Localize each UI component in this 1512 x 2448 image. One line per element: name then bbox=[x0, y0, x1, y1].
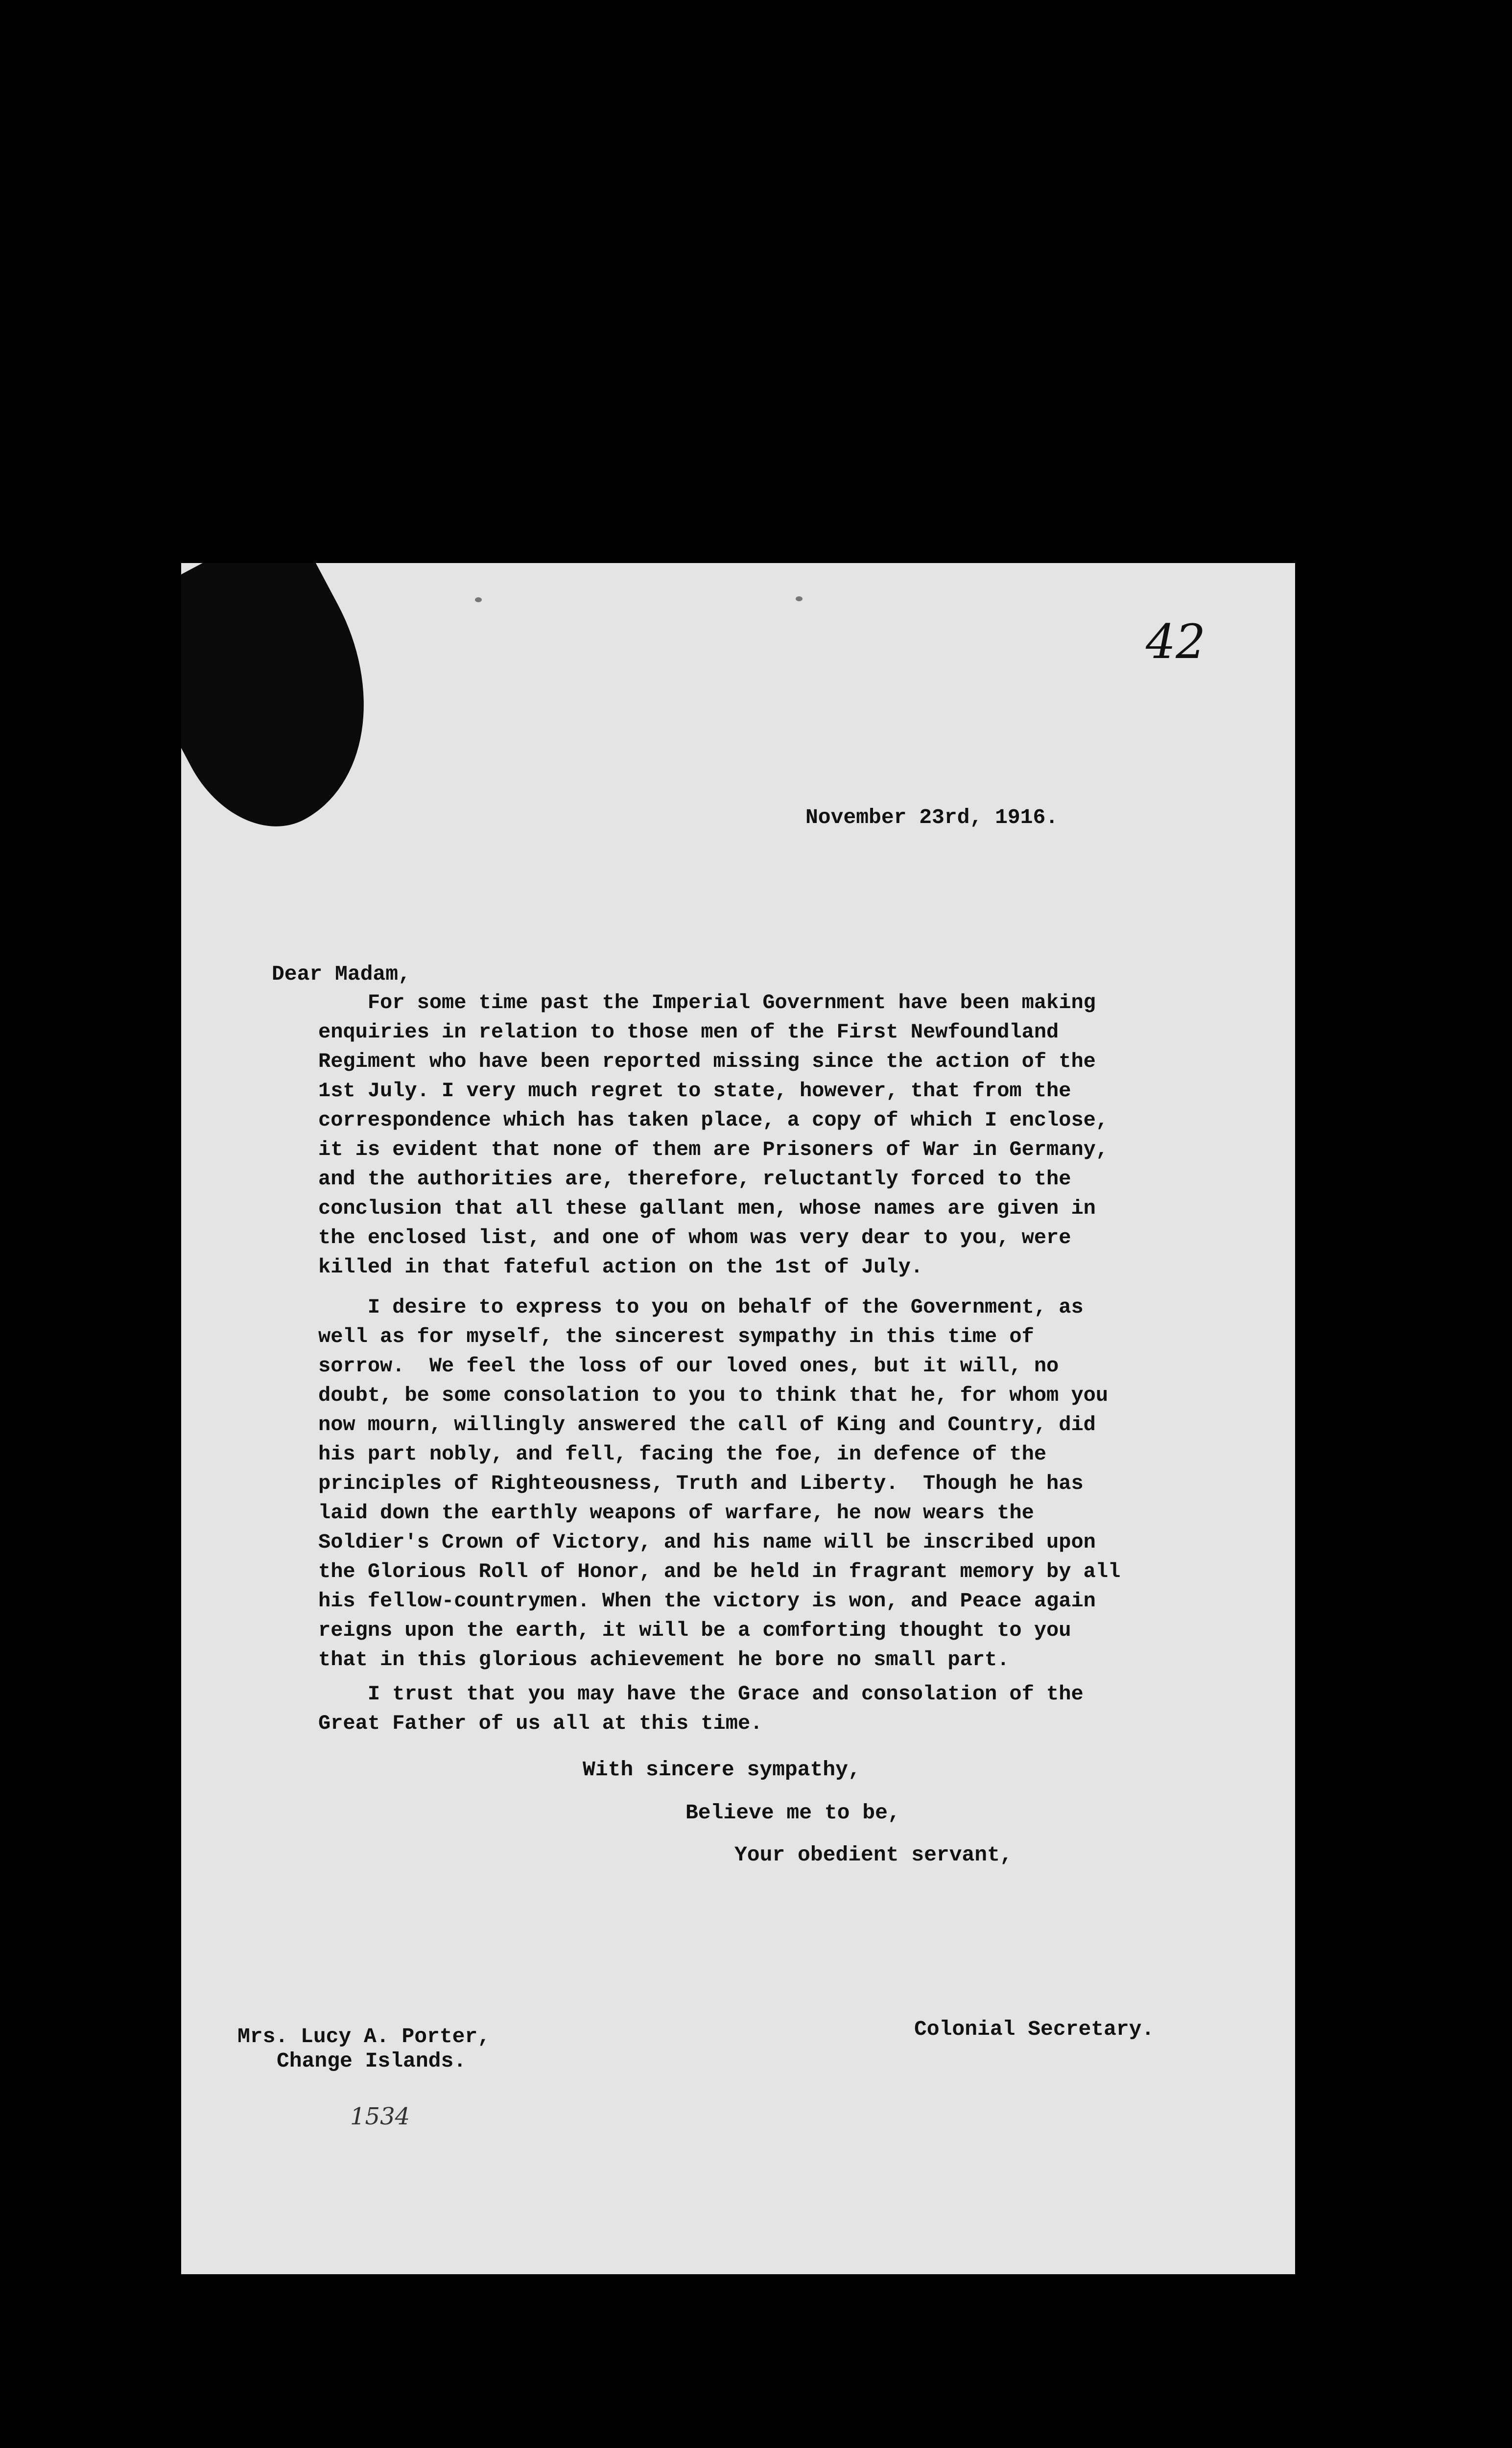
recipient-place: Change Islands. bbox=[277, 2049, 467, 2073]
handwritten-file-number: 1534 bbox=[350, 2103, 410, 2130]
dust-mark bbox=[796, 596, 803, 601]
letter-paragraph: I trust that you may have the Grace and consolation of the Great Father of us all at this time. bbox=[318, 1682, 1084, 1735]
signature-title: Colonial Secretary. bbox=[914, 2017, 1155, 2041]
dust-mark bbox=[475, 597, 482, 602]
salutation: Dear Madam, bbox=[272, 962, 411, 986]
closing-line: Your obedient servant, bbox=[734, 1843, 1013, 1867]
letter-date: November 23rd, 1916. bbox=[805, 805, 1059, 829]
letter-paragraph: I desire to express to you on behalf of the Government, as well as for myself, the sincerest sympathy in this time of sorrow. We feel the loss of our loved ones, but it will, no doubt, be some consolation to you to think that he, for whom you now mourn, willingly answered the call of King and Country, did his part nobly, and fell, facing the foe, in defence of the principles of Righteousness, Truth and Liberty. Though he has laid down the earthly weapons of warfare, he now wears the Soldier's Crown of Victory, and his name will be inscribed upon the Glorious Roll of Honor, and be held in fragrant memory by all his fellow-countrymen. When the victory is won, and Peace again reigns upon the earth, it will be a comforting thought to you that in this glorious achievement he bore no small part. bbox=[318, 1295, 1121, 1671]
closing-line: Believe me to be, bbox=[685, 1801, 900, 1825]
letter-paragraph: For some time past the Imperial Government have been making enquiries in relation to those men of the First Newfoundland Regiment who have been reported missing since the action of the 1st July. I very much regret to state, however, that from the correspondence which has taken place, a copy of which I enclose, it is evident that none of them are Prisoners of War in Germany, and the authorities are, therefore, reluctantly forced to the conclusion that all these gallant men, whose names are given in the enclosed list, and one of whom was very dear to you, were killed in that fateful action on the 1st of July. bbox=[318, 991, 1109, 1279]
ink-blot-stain bbox=[109, 516, 420, 855]
closing-line: With sincere sympathy, bbox=[583, 1758, 861, 1782]
recipient-name: Mrs. Lucy A. Porter, bbox=[237, 2024, 491, 2048]
page-number: 42 bbox=[1146, 614, 1206, 669]
